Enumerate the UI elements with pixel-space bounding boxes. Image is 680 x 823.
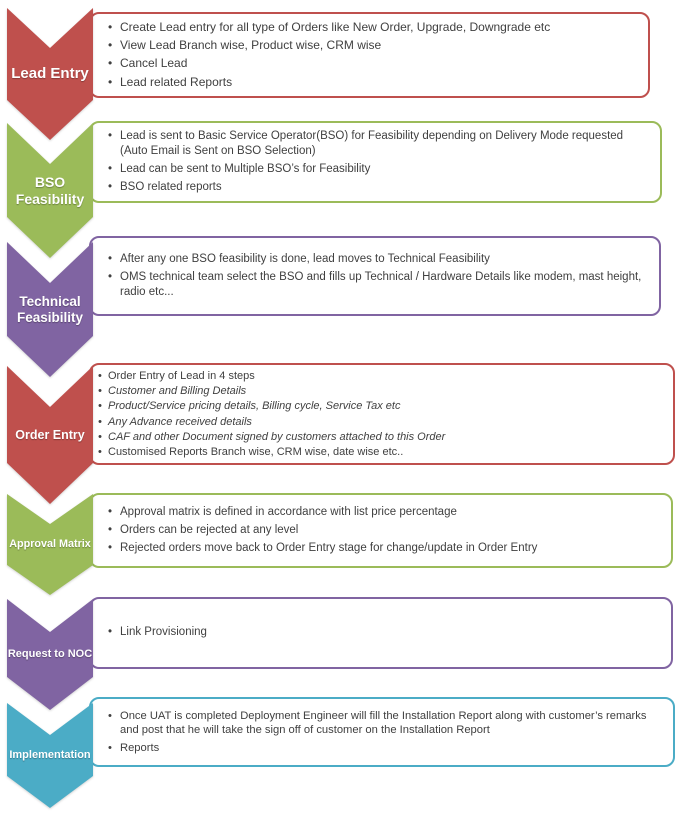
bullet-item: • Orders can be rejected at any level xyxy=(107,523,659,538)
step-info-box xyxy=(89,121,662,203)
step-label: Technical Feasibility xyxy=(16,293,84,325)
step-chevron xyxy=(7,242,93,377)
step-label: Order Entry xyxy=(15,427,85,442)
step-chevron xyxy=(7,599,93,710)
bullet-list xyxy=(107,706,661,758)
bullet-list xyxy=(107,503,659,559)
step-info-box xyxy=(89,236,661,316)
bullet-item: • CAF and other Document signed by customers attached to this Order xyxy=(97,430,665,444)
step-info-box xyxy=(89,597,673,669)
bullet-list xyxy=(107,127,648,198)
bullet-item: • Create Lead entry for all type of Orders like New Order, Upgrade, Downgrade etc xyxy=(107,20,636,36)
step-label: BSO Feasibility xyxy=(15,173,85,207)
step-chevron xyxy=(7,8,93,140)
bullet-item: • Any Advance received details xyxy=(97,415,665,429)
step-label: Lead Entry xyxy=(11,65,89,83)
step-info-box xyxy=(89,363,675,465)
bullet-item: • Approval matrix is defined in accordance with list price percentage xyxy=(107,505,659,520)
step-chevron xyxy=(7,366,93,504)
bullet-item: • After any one BSO feasibility is done, lead moves to Technical Feasibility xyxy=(107,252,647,267)
bullet-item: • Product/Service pricing details, Billing cycle, Service Tax etc xyxy=(97,399,665,413)
step-info-box xyxy=(89,12,650,98)
step-info-box xyxy=(89,493,673,568)
step-chevron xyxy=(7,494,93,595)
bullet-item: • Link Provisioning xyxy=(107,625,659,640)
step-chevron xyxy=(7,123,93,258)
bullet-item: • BSO related reports xyxy=(107,180,648,195)
bullet-item: • Customer and Billing Details xyxy=(97,384,665,398)
step-info-box xyxy=(89,697,675,767)
bullet-item: • Rejected orders move back to Order Entry stage for change/update in Order Entry xyxy=(107,541,659,556)
step-label: Implementation xyxy=(9,749,91,762)
bullet-list xyxy=(107,17,636,93)
bullet-list xyxy=(107,623,659,643)
bullet-item: • Once UAT is completed Deployment Engineer will fill the Installation Report along with customer’s remarks and post that he will take the sign off of customer on the Installation Report xyxy=(107,709,661,739)
step-chevron xyxy=(7,703,93,808)
bullet-item: • Customised Reports Branch wise, CRM wise, date wise etc.. xyxy=(97,445,665,459)
bullet-item: • OMS technical team select the BSO and fills up Technical / Hardware Details like modem, mast height, radio etc... xyxy=(107,270,647,300)
bullet-item: • View Lead Branch wise, Product wise, CRM wise xyxy=(107,38,636,54)
bullet-item: • Reports xyxy=(107,741,661,756)
bullet-item: • Cancel Lead xyxy=(107,56,636,72)
bullet-list xyxy=(107,249,647,302)
bullet-list xyxy=(97,368,665,459)
bullet-item: • Lead is sent to Basic Service Operator(BSO) for Feasibility depending on Delivery Mode requested (Auto Email is Sent on BSO Selection) xyxy=(107,129,648,159)
bullet-item: • Lead related Reports xyxy=(107,75,636,91)
bullet-item: • Order Entry of Lead in 4 steps xyxy=(97,369,665,383)
step-label: Approval Matrix xyxy=(9,538,91,551)
bullet-item: • Lead can be sent to Multiple BSO’s for Feasibility xyxy=(107,162,648,177)
step-label: Request to NOC xyxy=(7,648,93,661)
